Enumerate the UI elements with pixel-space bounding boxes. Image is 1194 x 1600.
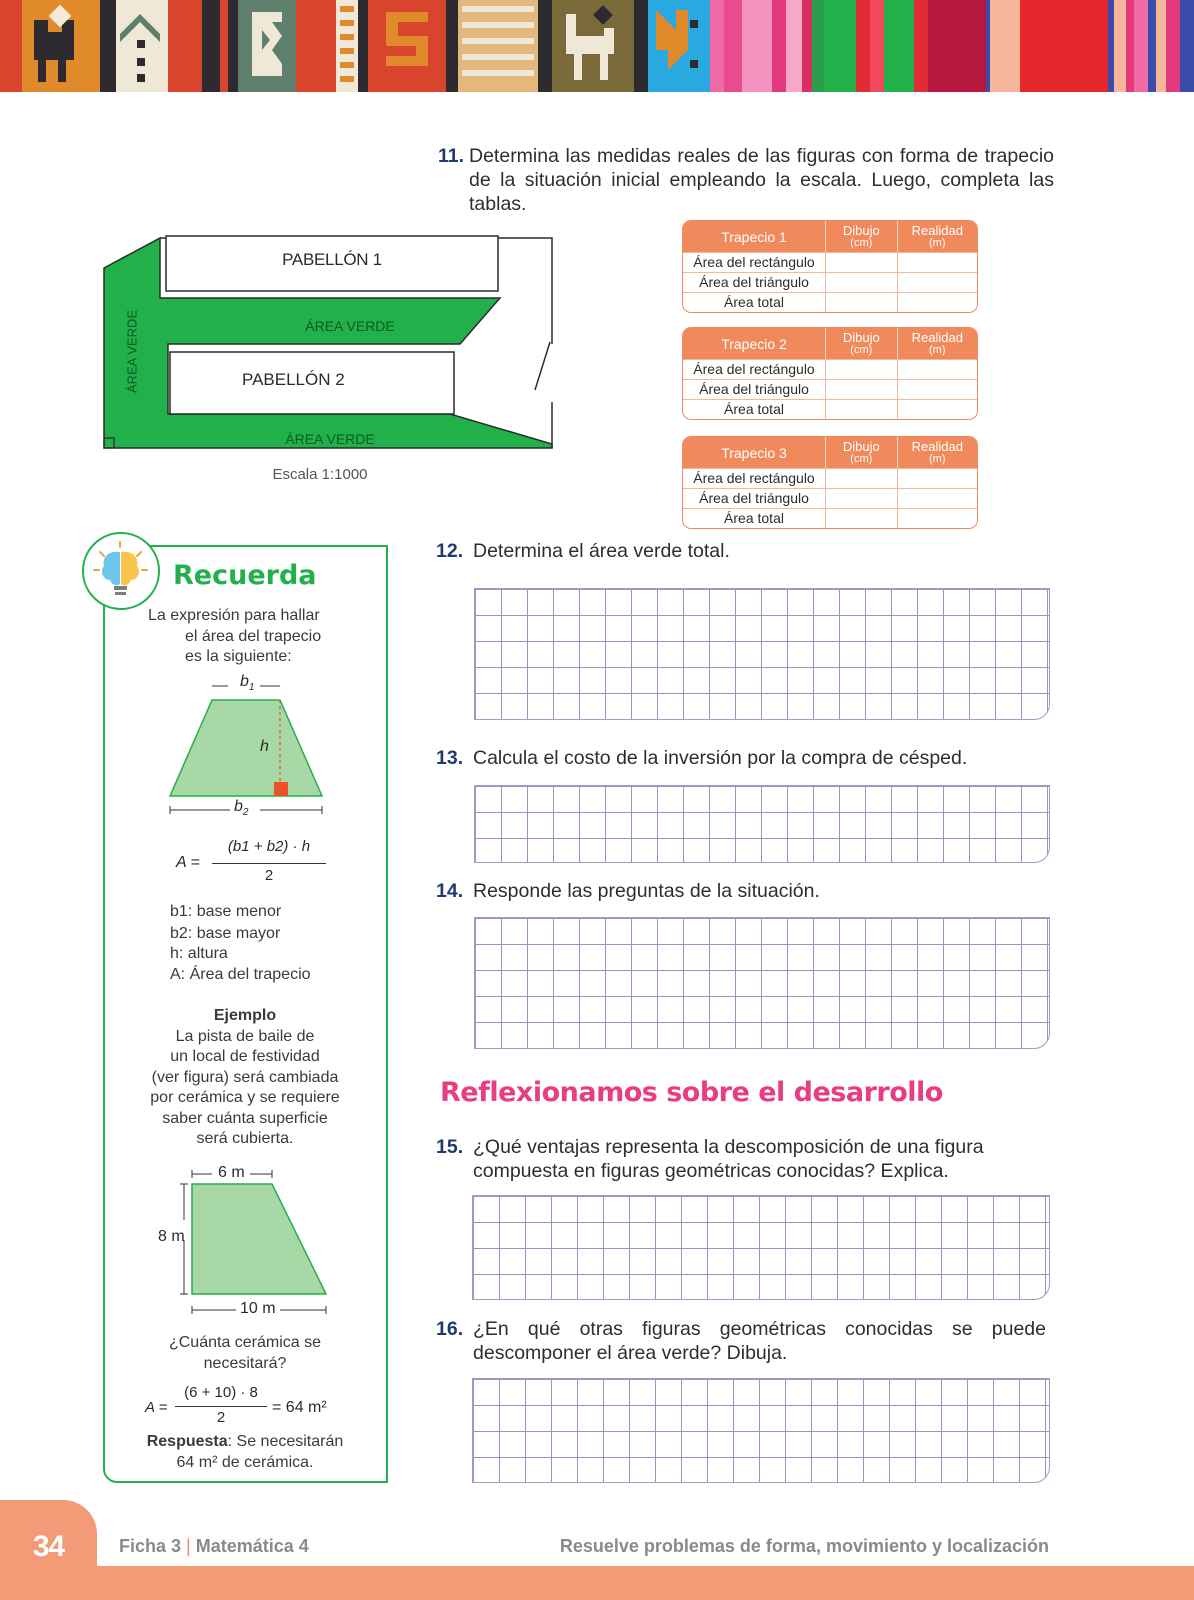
recuerda-title: Recuerda xyxy=(173,560,317,591)
formula-lhs: A = xyxy=(176,854,200,871)
trapecio-2-table xyxy=(682,327,978,420)
input-cell[interactable] xyxy=(897,469,977,488)
question-15 xyxy=(436,1135,1046,1183)
row-label: Área total xyxy=(724,510,784,526)
trapezoid-area-formula xyxy=(176,838,326,888)
label-b2: $b_2$ xyxy=(234,798,249,819)
question-number: 14. xyxy=(436,880,464,902)
answer-line: Respuesta: Se necesitarán xyxy=(146,1433,344,1450)
input-cell[interactable] xyxy=(897,400,977,419)
col-header-dibujo: Dibujo (cm) xyxy=(825,328,897,359)
question-number: 16. xyxy=(436,1318,464,1340)
question-11 xyxy=(438,144,1054,216)
calc-denominator: 2 xyxy=(216,1409,226,1426)
input-cell[interactable] xyxy=(825,400,897,419)
question-number: 12. xyxy=(436,540,464,562)
label-8m: 8 m xyxy=(158,1228,185,1245)
answer-line: 64 m² de cerámica. xyxy=(176,1453,314,1471)
answer-grid-14[interactable] xyxy=(474,917,1050,1049)
calc-numerator: (6 + 10) · 8 xyxy=(184,1384,258,1401)
recuerda-intro xyxy=(130,606,360,668)
decorative-textile-banner xyxy=(0,0,1194,92)
section-title: Reflexionamos sobre el desarrollo xyxy=(440,1077,943,1108)
input-cell[interactable] xyxy=(897,273,977,292)
input-cell[interactable] xyxy=(825,489,897,508)
input-cell[interactable] xyxy=(897,253,977,272)
table-title: Trapecio 2 xyxy=(721,335,787,352)
input-cell[interactable] xyxy=(897,380,977,399)
input-cell[interactable] xyxy=(825,273,897,292)
answer-grid-16[interactable] xyxy=(472,1378,1050,1483)
question-number: 11. xyxy=(438,145,465,167)
example-calculation xyxy=(145,1384,345,1428)
green-area-label-side: ÁREA VERDE xyxy=(124,309,140,394)
example-line: por cerámica y se requiere xyxy=(150,1089,340,1106)
row-label: Área total xyxy=(724,401,784,417)
calc-result: = 64 m² xyxy=(272,1399,327,1416)
question-text: ¿En qué otras figuras geométricas conocidas se puede descomponer el área verde? Dibuja. xyxy=(473,1318,1046,1364)
example-question xyxy=(120,1333,370,1374)
input-cell[interactable] xyxy=(825,360,897,379)
calc-fraction-bar xyxy=(175,1406,267,1407)
question-number: 15. xyxy=(436,1136,464,1158)
answer-grid-15[interactable] xyxy=(472,1195,1050,1300)
example-trapezoid-diagram xyxy=(154,1160,334,1320)
input-cell[interactable] xyxy=(825,253,897,272)
row-label: Área del rectángulo xyxy=(693,361,815,377)
row-label: Área del rectángulo xyxy=(693,254,815,270)
question-16 xyxy=(436,1317,1046,1365)
footer-ficha: Ficha 3 | Matemática 4 xyxy=(119,1536,309,1556)
question-13 xyxy=(436,746,1056,770)
question-text: Determina las medidas reales de las figuras con forma de trapecio de la situación inicial empleando la escala. Luego, completa las tablas. xyxy=(469,145,1054,215)
footer-competency: Resuelve problemas de forma, movimiento y localización xyxy=(559,1536,1049,1556)
row-label: Área total xyxy=(724,294,784,310)
col-header-dibujo: Dibujo (cm) xyxy=(825,221,897,252)
trapezoid-diagram xyxy=(168,670,330,820)
scale-label: Escala 1:1000 xyxy=(272,466,368,483)
trapecio-3-table xyxy=(682,436,978,529)
brain-lightbulb-icon xyxy=(82,532,160,610)
calc-lhs: A = xyxy=(145,1399,168,1416)
col-header-realidad: Realidad (m) xyxy=(897,437,977,468)
question-text: Calcula el costo de la inversión por la compra de césped. xyxy=(473,747,968,769)
input-cell[interactable] xyxy=(897,293,977,312)
input-cell[interactable] xyxy=(825,293,897,312)
example-line: La pista de baile de xyxy=(175,1027,315,1045)
col-header-realidad: Realidad (m) xyxy=(897,221,977,252)
input-cell[interactable] xyxy=(825,380,897,399)
input-cell[interactable] xyxy=(825,469,897,488)
page-number: 34 xyxy=(32,1530,65,1563)
definition-b2: b2: base mayor xyxy=(170,925,281,942)
example-line: saber cuánta superficie xyxy=(162,1109,328,1127)
input-cell[interactable] xyxy=(825,509,897,528)
example-line: será cubierta. xyxy=(196,1130,294,1147)
intro-line: La expresión para hallar xyxy=(148,607,320,624)
answer-grid-13[interactable] xyxy=(474,785,1050,863)
question-number: 13. xyxy=(436,747,464,769)
row-label: Área del rectángulo xyxy=(693,470,815,486)
intro-line: el área del trapecio xyxy=(185,627,322,645)
label-b1: $b_1$ xyxy=(240,673,255,694)
col-header-dibujo: Dibujo (cm) xyxy=(825,437,897,468)
input-cell[interactable] xyxy=(897,360,977,379)
answer-grid-12[interactable] xyxy=(474,588,1050,720)
input-cell[interactable] xyxy=(897,489,977,508)
label-6m: 6 m xyxy=(218,1164,245,1181)
question-line: necesitará? xyxy=(203,1354,287,1372)
label-h: h xyxy=(260,738,269,755)
label-10m: 10 m xyxy=(240,1300,276,1317)
example-line: (ver figura) será cambiada xyxy=(151,1068,339,1086)
row-label: Área del triángulo xyxy=(699,274,809,290)
table-title: Trapecio 1 xyxy=(721,228,787,245)
row-label: Área del triángulo xyxy=(699,381,809,397)
definition-b1: b1: base menor xyxy=(170,903,282,920)
definition-a: A: Área del trapecio xyxy=(170,966,311,983)
green-area-label-top: ÁREA VERDE xyxy=(305,318,395,334)
green-area-label-bottom: ÁREA VERDE xyxy=(285,431,375,447)
pavilion-1-label: PABELLÓN 1 xyxy=(282,250,382,269)
table-title: Trapecio 3 xyxy=(721,444,787,461)
example-block xyxy=(120,1006,370,1150)
site-plan-figure xyxy=(100,234,560,456)
question-line: ¿Cuánta cerámica se xyxy=(168,1334,322,1351)
example-line: un local de festividad xyxy=(170,1048,320,1065)
col-header-realidad: Realidad (m) xyxy=(897,328,977,359)
trapecio-1-table xyxy=(682,220,978,313)
formula-fraction-bar xyxy=(212,863,326,864)
input-cell[interactable] xyxy=(897,509,977,528)
example-title: Ejemplo xyxy=(213,1007,277,1024)
example-answer xyxy=(120,1432,370,1473)
formula-numerator: (b1 + b2) · h xyxy=(227,838,311,855)
row-label: Área del triángulo xyxy=(699,490,809,506)
formula-denominator: 2 xyxy=(264,867,274,884)
textile-pattern-graphic xyxy=(0,0,1194,92)
question-text: Responde las preguntas de la situación. xyxy=(473,880,820,902)
formula-definitions xyxy=(170,899,370,985)
definition-h: h: altura xyxy=(170,945,228,962)
question-text: Determina el área verde total. xyxy=(473,540,730,562)
question-14 xyxy=(436,879,1056,903)
question-12 xyxy=(436,539,1056,563)
footer-bar xyxy=(0,1566,1194,1600)
pavilion-2-label: PABELLÓN 2 xyxy=(242,370,345,389)
question-text: ¿Qué ventajas representa la descomposición de una figura compuesta en figuras geométricas conocidas? Explica. xyxy=(473,1136,984,1182)
intro-line: es la siguiente: xyxy=(185,648,292,665)
